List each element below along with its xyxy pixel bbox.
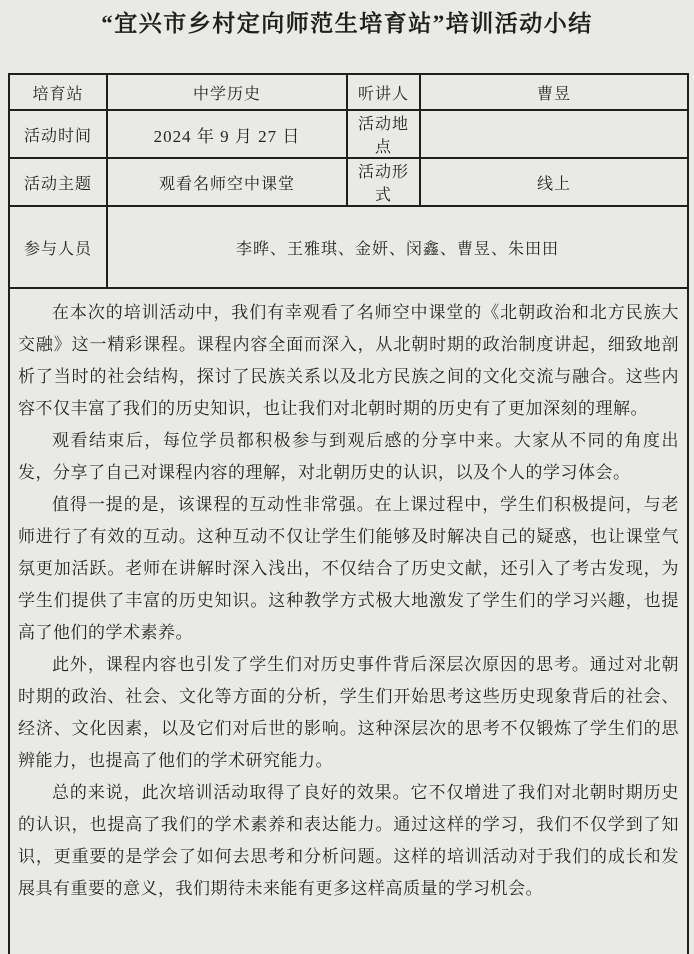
cell-station-value: 中学历史 xyxy=(107,74,347,110)
cell-location-label: 活动地点 xyxy=(347,110,420,158)
table-row xyxy=(9,74,688,110)
cell-format-label: 活动形式 xyxy=(347,158,420,206)
table-row xyxy=(9,158,688,206)
cell-participants-value: 李晔、王雅琪、金妍、闵鑫、曹昱、朱田田 xyxy=(107,206,688,288)
cell-theme-label: 活动主题 xyxy=(9,158,107,206)
table-row xyxy=(9,288,688,954)
summary-paragraph-3: 值得一提的是，该课程的互动性非常强。在上课过程中，学生们积极提问，与老师进行了有效的互动。这种互动不仅让学生们能够及时解决自己的疑惑，也让课堂气氛更加活跃。老师在讲解时深入浅出，不仅结合了历史文献，还引入了考古发现，为学生们提供了丰富的历史知识。这种教学方式极大地激发了学生们的学习兴趣，也提高了他们的学术素养。 xyxy=(18,495,679,642)
summary-form-table xyxy=(8,73,689,954)
summary-paragraph-4: 此外，课程内容也引发了学生们对历史事件背后深层次原因的思考。通过对北朝时期的政治、社会、文化等方面的分析，学生们开始思考这些历史现象背后的社会、经济、文化因素，以及它们对后世的影响。这种深层次的思考不仅锻炼了学生们的思辨能力，也提高了他们的学术研究能力。 xyxy=(18,655,679,770)
summary-paragraph-1: 在本次的培训活动中，我们有幸观看了名师空中课堂的《北朝政治和北方民族大交融》这一精彩课程。课程内容全面而深入，从北朝时期的政治制度讲起，细致地剖析了当时的社会结构，探讨了民族关系以及北方民族之间的文化交流与融合。这些内容不仅丰富了我们的历史知识，也让我们对北朝时期的历史有了更加深刻的理解。 xyxy=(18,303,679,418)
cell-location-value xyxy=(420,110,688,158)
table-row xyxy=(9,110,688,158)
cell-station-label: 培育站 xyxy=(9,74,107,110)
cell-listener-value: 曹昱 xyxy=(420,74,688,110)
cell-theme-value: 观看名师空中课堂 xyxy=(107,158,347,206)
summary-paragraph-2: 观看结束后，每位学员都积极参与到观后感的分享中来。大家从不同的角度出发，分享了自己对课程内容的理解，对北朝历史的认识，以及个人的学习体会。 xyxy=(18,431,679,482)
summary-body-cell xyxy=(9,288,688,954)
table-row xyxy=(9,206,688,288)
cell-participants-label: 参与人员 xyxy=(9,206,107,288)
document-title: “宜兴市乡村定向师范生培育站”培训活动小结 xyxy=(101,11,593,36)
summary-paragraph-5: 总的来说，此次培训活动取得了良好的效果。它不仅增进了我们对北朝时期历史的认识，也提高了我们的学术素养和表达能力。通过这样的学习，我们不仅学到了知识，更重要的是学会了如何去思考和分析问题。这样的培训活动对于我们的成长和发展具有重要的意义，我们期待未来能有更多这样高质量的学习机会。 xyxy=(18,783,679,898)
cell-time-label: 活动时间 xyxy=(9,110,107,158)
cell-format-value: 线上 xyxy=(420,158,688,206)
cell-listener-label: 听讲人 xyxy=(347,74,420,110)
cell-time-value: 2024 年 9 月 27 日 xyxy=(107,110,347,158)
